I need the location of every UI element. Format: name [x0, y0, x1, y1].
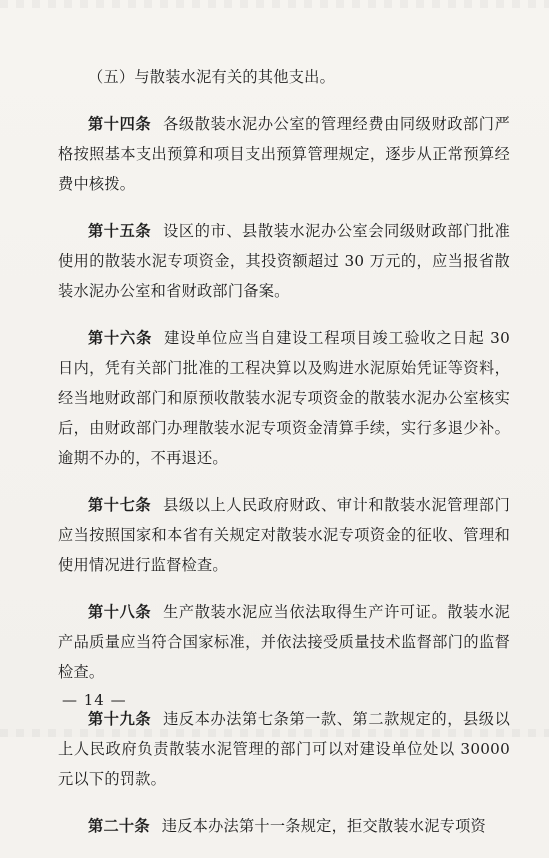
article-16 — [58, 323, 510, 473]
article-number: 第十九条 — [88, 710, 152, 728]
article-number: 第十四条 — [88, 115, 152, 133]
article-text: 违反本办法第七条第一款、第二款规定的，县级以上人民政府负责散装水泥管理的部门可以对建设单位处以 30000 元以下的罚款。 — [58, 710, 511, 788]
document-body — [58, 62, 510, 858]
article-text: 建设单位应当自建设工程项目竣工验收之日起 30 日内，凭有关部门批准的工程决算以及购进水泥原始凭证等资料，经当地财政部门和原预收散装水泥专项资金的散装水泥办公室核实后，由财政部门办理散装水泥专项资金清算手续，实行多退少补。逾期不办的，不再退还。 — [58, 329, 511, 467]
article-text: 各级散装水泥办公室的管理经费由同级财政部门严格按照基本支出预算和项目支出预算管理规定，逐步从正常预算经费中核拨。 — [58, 115, 511, 193]
article-17 — [58, 490, 510, 580]
article-text: 违反本办法第十一条规定，拒交散装水泥专项资 — [161, 817, 486, 835]
article-text: 设区的市、县散装水泥办公室会同级财政部门批准使用的散装水泥专项资金，其投资额超过 30 万元的，应当报省散装水泥办公室和省财政部门备案。 — [58, 222, 511, 300]
paragraph-text: （五）与散装水泥有关的其他支出。 — [88, 68, 335, 86]
article-18 — [58, 597, 510, 687]
article-number: 第十八条 — [88, 603, 152, 621]
page-number: — 14 — — [62, 691, 127, 709]
article-14 — [58, 109, 510, 199]
article-number: 第十七条 — [88, 496, 152, 514]
article-number: 第十六条 — [88, 329, 153, 347]
paragraph-item-5 — [58, 62, 510, 92]
article-text: 县级以上人民政府财政、审计和散装水泥管理部门应当按照国家和本省有关规定对散装水泥专项资金的征收、管理和使用情况进行监督检查。 — [58, 496, 511, 574]
article-20 — [58, 811, 510, 841]
top-bleed-texture — [0, 0, 549, 8]
article-19 — [58, 704, 510, 794]
article-15 — [58, 216, 510, 306]
article-number: 第二十条 — [88, 817, 150, 835]
article-number: 第十五条 — [88, 222, 152, 240]
article-text: 生产散装水泥应当依法取得生产许可证。散装水泥产品质量应当符合国家标准，并依法接受质量技术监督部门的监督检查。 — [58, 603, 511, 681]
